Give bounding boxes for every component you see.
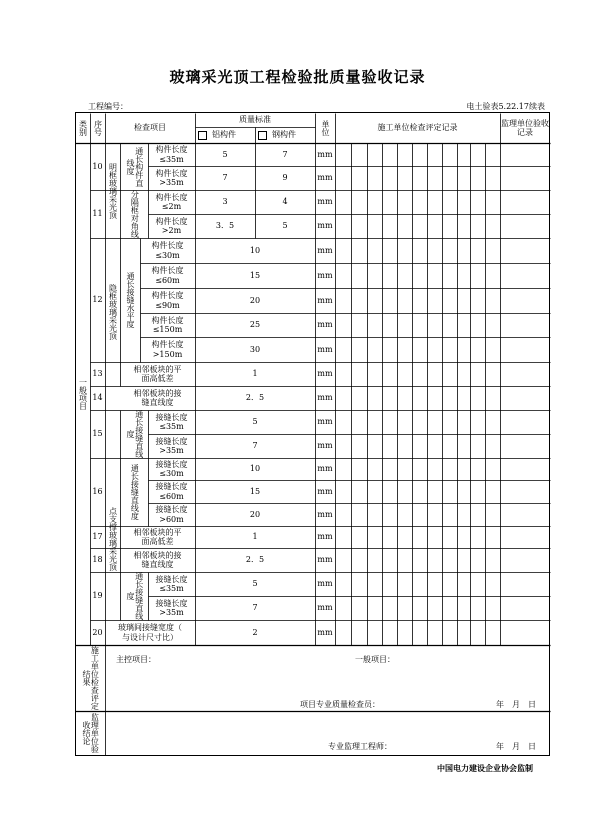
seq-20: 20 <box>92 627 103 637</box>
item-18: 相邻板块的接 缝直线度 <box>133 550 182 569</box>
item-12b: 构件长度 ≤60m <box>151 266 184 285</box>
group12-subitem: 通长接缝水平度 <box>126 272 135 328</box>
unit-14: mm <box>317 393 333 403</box>
item-12c: 构件长度 ≤90m <box>151 291 184 310</box>
header-unit: 单位 <box>321 120 330 136</box>
unit-13: mm <box>317 369 333 379</box>
al-11b: 3．5 <box>215 221 235 231</box>
unit-12a: mm <box>317 245 333 255</box>
item-12e: 构件长度 >150m <box>151 340 184 359</box>
steel-option[interactable] <box>255 127 315 143</box>
group16-subitem: 通长接缝直线度 <box>130 464 140 520</box>
val-18: 2．5 <box>245 555 265 565</box>
supervising-engineer-label: 专业监理工程师： <box>328 742 392 751</box>
seq-10: 10 <box>92 161 103 171</box>
st-11b: 5 <box>282 221 288 231</box>
seq-12: 12 <box>92 295 103 305</box>
item-15b: 接缝长度 >35m <box>155 436 188 455</box>
seq-11: 11 <box>92 209 103 219</box>
st-10b: 9 <box>282 173 288 183</box>
aluminum-option[interactable] <box>195 127 255 143</box>
group-point-support: 点支撑玻璃采光顶 <box>108 507 118 571</box>
unit-20: mm <box>317 627 333 637</box>
form-code: 电土验表5.22.17续表 <box>466 102 545 111</box>
aluminum-checkbox[interactable] <box>198 131 207 140</box>
item-15a: 接缝长度 ≤35m <box>155 412 188 431</box>
st-10a: 7 <box>282 149 288 159</box>
seq-16: 16 <box>92 487 103 497</box>
seq-15: 15 <box>92 429 103 439</box>
st-11a: 4 <box>282 197 288 207</box>
header-supervision-record: 监理单位验收记录 <box>501 118 549 137</box>
main-items-label: 主控项目： <box>116 655 156 664</box>
steel-label: 钢构件 <box>272 130 296 140</box>
unit-11b: mm <box>317 221 333 231</box>
val-15b: 7 <box>252 441 258 451</box>
group19-subitem: 通长接缝直线度 <box>126 572 144 620</box>
construction-conclusion-label: 施工单位检查评定结果 <box>82 646 100 710</box>
al-11a: 3 <box>222 197 228 207</box>
quality-inspector-label: 项目专业质量检查员： <box>300 700 380 709</box>
unit-10b: mm <box>317 173 333 183</box>
unit-16c: mm <box>317 509 333 519</box>
unit-12e: mm <box>317 344 333 354</box>
unit-18: mm <box>317 555 333 565</box>
category-general: 一般项目 <box>78 378 88 410</box>
supervision-conclusion-label: 监理单位验收结论 <box>82 713 100 753</box>
item-14: 相邻板块的接 缝直线度 <box>133 388 182 407</box>
val-20: 2 <box>252 627 258 637</box>
al-10a: 5 <box>222 149 228 159</box>
val-16b: 15 <box>249 486 261 496</box>
unit-16a: mm <box>317 464 333 474</box>
footer-issuer: 中国电力建设企业协会监制 <box>437 764 533 773</box>
val-12b: 15 <box>249 270 261 280</box>
steel-checkbox[interactable] <box>258 131 267 140</box>
header-seq: 序号 <box>93 120 103 136</box>
item-10a: 构件长度 ≤35m <box>155 145 188 164</box>
header-construction-record: 施工单位检查评定记录 <box>377 123 458 133</box>
header-category: 类别 <box>78 120 88 136</box>
item-16b: 接缝长度 ≤60m <box>155 482 188 501</box>
page-title: 玻璃采光顶工程检验批质量验收记录 <box>169 68 426 86</box>
item-11a: 构件长度 ≤2m <box>155 192 188 211</box>
item-17: 相邻板块的平 面高低差 <box>133 527 182 546</box>
val-12e: 30 <box>249 344 261 354</box>
val-15a: 5 <box>252 417 258 427</box>
header-check-item: 检查项目 <box>134 123 166 133</box>
unit-12b: mm <box>317 270 333 280</box>
item-12d: 构件长度 ≤150m <box>151 315 184 334</box>
header-quality-standard: 质量标准 <box>239 115 271 125</box>
item-16c: 接缝长度 >60m <box>155 505 188 524</box>
group-exposed-frame: 明框玻璃采光顶 <box>108 162 118 219</box>
val-16c: 20 <box>249 509 261 519</box>
unit-15b: mm <box>317 441 333 451</box>
val-13: 1 <box>252 369 258 379</box>
unit-19a: mm <box>317 579 333 589</box>
unit-11a: mm <box>317 197 333 207</box>
unit-10a: mm <box>317 149 333 159</box>
item-16a: 接缝长度 ≤30m <box>155 459 188 478</box>
seq-19: 19 <box>92 591 103 601</box>
seq-18: 18 <box>92 555 103 565</box>
al-10b: 7 <box>222 173 228 183</box>
unit-15a: mm <box>317 417 333 427</box>
aluminum-label: 铝构件 <box>212 130 236 140</box>
item-19b: 接缝长度 >35m <box>155 598 188 617</box>
unit-16b: mm <box>317 486 333 496</box>
val-19a: 5 <box>252 579 258 589</box>
item-12a: 构件长度 ≤30m <box>151 241 184 260</box>
item-20: 玻璃间接缝宽度（ 与设计尺寸比） <box>118 623 182 642</box>
val-16a: 10 <box>249 464 261 474</box>
seq-13: 13 <box>92 369 103 379</box>
unit-12c: mm <box>317 295 333 305</box>
val-12c: 20 <box>249 295 261 305</box>
item-13: 相邻板块的平 面高低差 <box>133 364 182 383</box>
construction-date: 年 月 日 <box>496 700 536 709</box>
group15-subitem: 通长接缝直线度 <box>126 410 144 458</box>
seq-14: 14 <box>92 393 103 403</box>
unit-12d: mm <box>317 320 333 330</box>
item-10b: 构件长度 >35m <box>155 168 188 187</box>
val-14: 2．5 <box>245 393 265 403</box>
project-number-label: 工程编号： <box>88 102 128 111</box>
item-19a: 接缝长度 ≤35m <box>155 574 188 593</box>
val-12d: 25 <box>249 320 261 330</box>
seq-17: 17 <box>92 532 103 542</box>
supervision-date: 年 月 日 <box>496 742 536 751</box>
val-19b: 7 <box>252 603 258 613</box>
item-11b: 构件长度 >2m <box>155 216 188 235</box>
unit-19b: mm <box>317 603 333 613</box>
group-hidden-frame: 隐框玻璃采光顶 <box>108 284 118 340</box>
val-17: 1 <box>252 532 258 542</box>
group11-subitem: 分隔框对角线 <box>130 190 140 238</box>
general-items-label: 一般项目： <box>355 655 395 664</box>
val-12a: 10 <box>249 245 261 255</box>
group10-subitem: 通长构件直线度 <box>126 146 144 187</box>
unit-17: mm <box>317 532 333 542</box>
